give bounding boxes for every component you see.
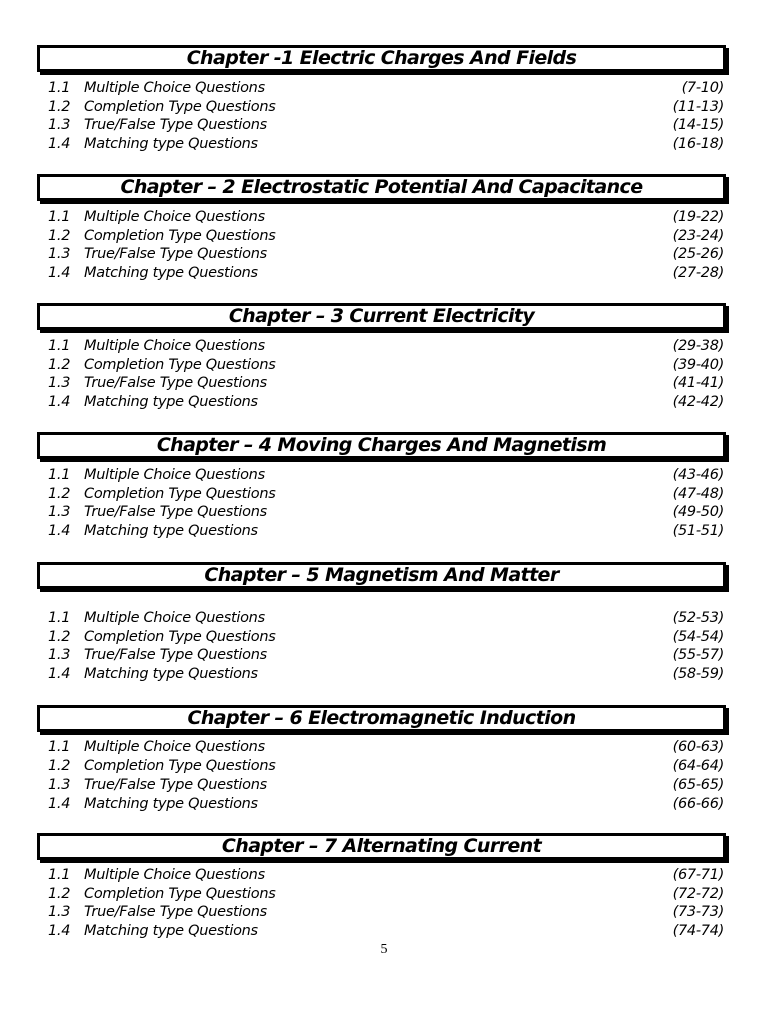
section-number: 1.2 — [48, 228, 71, 244]
section-label: Completion Type Questions — [84, 357, 276, 373]
chapter-2-title: Chapter – 2 Electrostatic Potential And Capacitance — [120, 176, 643, 198]
page-range: (66-66) — [672, 796, 724, 812]
section-label: True/False Type Questions — [84, 504, 267, 520]
section-number: 1.4 — [48, 523, 71, 539]
chapter-7-title: Chapter – 7 Alternating Current — [221, 835, 542, 857]
section-number: 1.2 — [48, 629, 71, 645]
page-range: (52-53) — [672, 610, 724, 626]
section-number: 1.4 — [48, 394, 71, 410]
page-range: (65-65) — [672, 777, 724, 793]
toc-row — [0, 337, 768, 356]
section-label: True/False Type Questions — [84, 117, 267, 133]
section-label: Completion Type Questions — [84, 629, 276, 645]
chapter-3-header — [37, 303, 726, 330]
toc-row — [0, 466, 768, 485]
section-label: Multiple Choice Questions — [84, 467, 265, 483]
section-number: 1.2 — [48, 758, 71, 774]
toc-row — [0, 866, 768, 885]
page-range: (49-50) — [672, 504, 724, 520]
toc-row — [0, 98, 768, 117]
section-label: Completion Type Questions — [84, 886, 276, 902]
toc-row — [0, 227, 768, 246]
section-number: 1.3 — [48, 904, 71, 920]
section-number: 1.3 — [48, 777, 71, 793]
toc-row — [0, 393, 768, 412]
chapter-7-header — [37, 833, 726, 860]
section-number: 1.4 — [48, 923, 71, 939]
toc-row — [0, 135, 768, 154]
section-label: True/False Type Questions — [84, 647, 267, 663]
section-number: 1.2 — [48, 357, 71, 373]
toc-row — [0, 628, 768, 647]
section-label: Completion Type Questions — [84, 758, 276, 774]
page-range: (43-46) — [672, 467, 724, 483]
page-range: (7-10) — [681, 80, 724, 96]
section-label: True/False Type Questions — [84, 375, 267, 391]
toc-row — [0, 208, 768, 227]
section-label: True/False Type Questions — [84, 777, 267, 793]
page-range: (39-40) — [672, 357, 724, 373]
section-number: 1.2 — [48, 99, 71, 115]
page-range: (29-38) — [672, 338, 724, 354]
section-label: Completion Type Questions — [84, 486, 276, 502]
page-range: (11-13) — [672, 99, 724, 115]
section-label: True/False Type Questions — [84, 246, 267, 262]
section-number: 1.4 — [48, 796, 71, 812]
page-range: (58-59) — [672, 666, 724, 682]
section-label: Matching type Questions — [84, 666, 258, 682]
section-label: Matching type Questions — [84, 796, 258, 812]
page-range: (14-15) — [672, 117, 724, 133]
page-range: (19-22) — [672, 209, 724, 225]
section-number: 1.1 — [48, 467, 71, 483]
page-number: 5 — [380, 942, 388, 957]
section-number: 1.1 — [48, 209, 71, 225]
section-label: Matching type Questions — [84, 265, 258, 281]
section-label: Multiple Choice Questions — [84, 80, 265, 96]
toc-row — [0, 646, 768, 665]
toc-row — [0, 885, 768, 904]
page-range: (42-42) — [672, 394, 724, 410]
page-range: (64-64) — [672, 758, 724, 774]
page-range: (51-51) — [672, 523, 724, 539]
section-number: 1.1 — [48, 338, 71, 354]
toc-row — [0, 738, 768, 757]
toc-row — [0, 356, 768, 375]
section-number: 1.2 — [48, 886, 71, 902]
toc-row — [0, 374, 768, 393]
page-range: (60-63) — [672, 739, 724, 755]
chapter-3-title: Chapter – 3 Current Electricity — [228, 305, 535, 327]
chapter-5-title: Chapter – 5 Magnetism And Matter — [204, 564, 559, 586]
section-label: Matching type Questions — [84, 394, 258, 410]
section-label: Matching type Questions — [84, 136, 258, 152]
page-range: (55-57) — [672, 647, 724, 663]
section-number: 1.3 — [48, 375, 71, 391]
section-label: Multiple Choice Questions — [84, 739, 265, 755]
toc-row — [0, 79, 768, 98]
section-label: Completion Type Questions — [84, 99, 276, 115]
page-range: (73-73) — [672, 904, 724, 920]
toc-row — [0, 757, 768, 776]
chapter-4-title: Chapter – 4 Moving Charges And Magnetism — [156, 434, 607, 456]
chapter-5-header — [37, 562, 726, 589]
section-number: 1.4 — [48, 136, 71, 152]
page-range: (41-41) — [672, 375, 724, 391]
toc-row — [0, 922, 768, 941]
section-number: 1.2 — [48, 486, 71, 502]
section-number: 1.1 — [48, 610, 71, 626]
section-label: Matching type Questions — [84, 523, 258, 539]
toc-row — [0, 503, 768, 522]
chapter-1-title: Chapter -1 Electric Charges And Fields — [186, 47, 577, 69]
page-range: (72-72) — [672, 886, 724, 902]
toc-row — [0, 665, 768, 684]
page-range: (16-18) — [672, 136, 724, 152]
toc-row — [0, 522, 768, 541]
section-label: Matching type Questions — [84, 923, 258, 939]
section-number: 1.3 — [48, 246, 71, 262]
chapter-1-header — [37, 45, 726, 72]
chapter-2-header — [37, 174, 726, 201]
toc-row — [0, 795, 768, 814]
section-number: 1.3 — [48, 647, 71, 663]
page-range: (54-54) — [672, 629, 724, 645]
section-label: True/False Type Questions — [84, 904, 267, 920]
chapter-4-header — [37, 432, 726, 459]
toc-row — [0, 485, 768, 504]
toc-row — [0, 116, 768, 135]
section-number: 1.1 — [48, 867, 71, 883]
page-range: (25-26) — [672, 246, 724, 262]
section-label: Multiple Choice Questions — [84, 338, 265, 354]
toc-row — [0, 264, 768, 283]
toc-row — [0, 903, 768, 922]
section-label: Multiple Choice Questions — [84, 867, 265, 883]
page-range: (67-71) — [672, 867, 724, 883]
page-range: (47-48) — [672, 486, 724, 502]
page-range: (27-28) — [672, 265, 724, 281]
section-label: Multiple Choice Questions — [84, 209, 265, 225]
section-number: 1.3 — [48, 117, 71, 133]
section-number: 1.4 — [48, 666, 71, 682]
page-range: (23-24) — [672, 228, 724, 244]
chapter-6-header — [37, 705, 726, 732]
section-number: 1.1 — [48, 739, 71, 755]
page-range: (74-74) — [672, 923, 724, 939]
toc-row — [0, 245, 768, 264]
toc-row — [0, 776, 768, 795]
section-label: Multiple Choice Questions — [84, 610, 265, 626]
section-number: 1.3 — [48, 504, 71, 520]
section-number: 1.4 — [48, 265, 71, 281]
chapter-6-title: Chapter – 6 Electromagnetic Induction — [187, 707, 576, 729]
toc-row — [0, 609, 768, 628]
section-number: 1.1 — [48, 80, 71, 96]
section-label: Completion Type Questions — [84, 228, 276, 244]
